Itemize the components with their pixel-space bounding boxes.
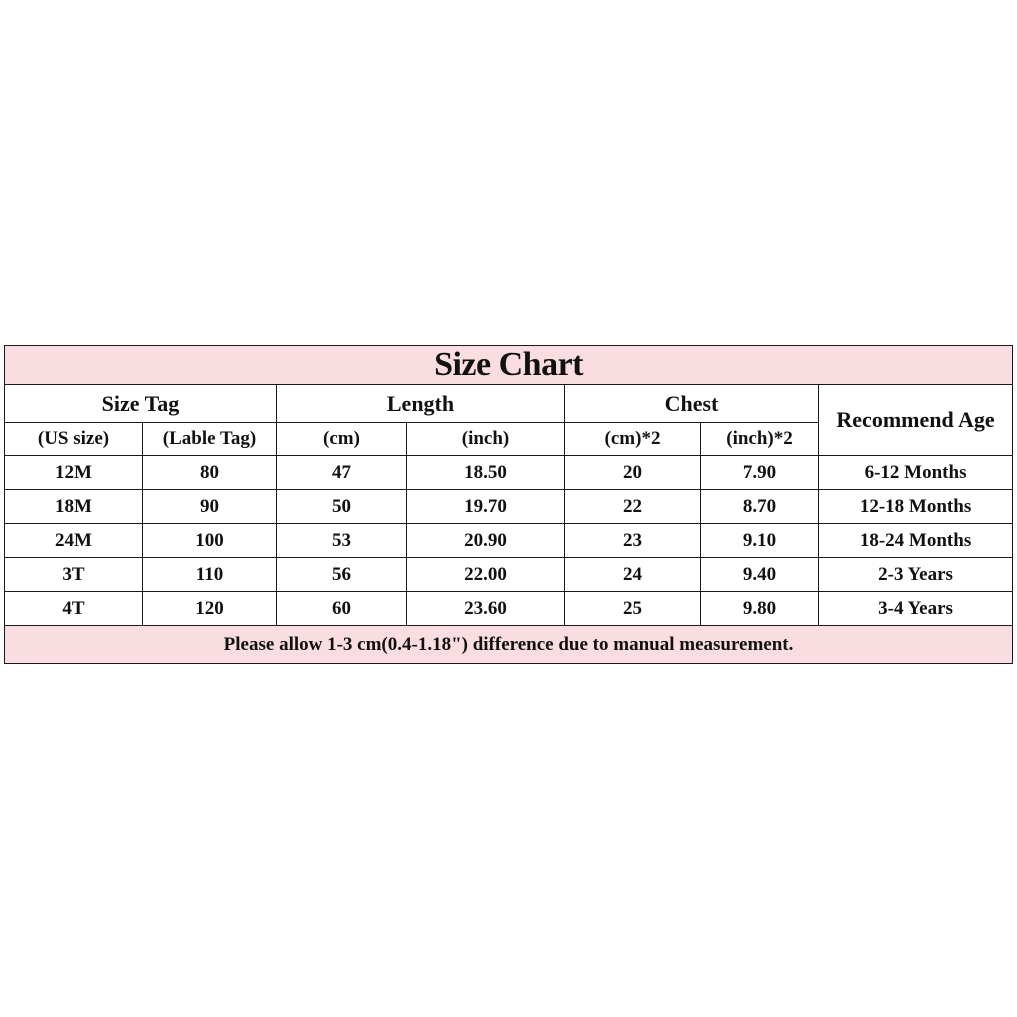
header-size-tag: Size Tag: [5, 385, 277, 423]
table-row: [5, 490, 1013, 524]
cell-recommend-age: 3-4 Years: [819, 592, 1013, 626]
cell-us-size: 4T: [5, 592, 143, 626]
cell-length-inch: 23.60: [407, 592, 565, 626]
cell-chest-cm: 25: [565, 592, 701, 626]
table-row: [5, 456, 1013, 490]
cell-chest-inch: 7.90: [701, 456, 819, 490]
cell-label-tag: 110: [143, 558, 277, 592]
cell-label-tag: 80: [143, 456, 277, 490]
cell-length-cm: 50: [277, 490, 407, 524]
cell-length-cm: 60: [277, 592, 407, 626]
chart-title: Size Chart: [5, 346, 1013, 385]
cell-length-cm: 56: [277, 558, 407, 592]
subheader-chest-inch: (inch)*2: [701, 423, 819, 456]
measurement-note: Please allow 1-3 cm(0.4-1.18") difference due to manual measurement.: [5, 626, 1013, 664]
cell-label-tag: 90: [143, 490, 277, 524]
title-row: [5, 346, 1013, 385]
cell-recommend-age: 12-18 Months: [819, 490, 1013, 524]
cell-chest-inch: 8.70: [701, 490, 819, 524]
cell-recommend-age: 18-24 Months: [819, 524, 1013, 558]
cell-length-inch: 22.00: [407, 558, 565, 592]
cell-chest-cm: 23: [565, 524, 701, 558]
cell-us-size: 24M: [5, 524, 143, 558]
table-row: [5, 558, 1013, 592]
cell-label-tag: 120: [143, 592, 277, 626]
size-chart: [4, 345, 1012, 664]
cell-us-size: 3T: [5, 558, 143, 592]
cell-label-tag: 100: [143, 524, 277, 558]
cell-recommend-age: 2-3 Years: [819, 558, 1013, 592]
cell-length-cm: 53: [277, 524, 407, 558]
cell-chest-inch: 9.40: [701, 558, 819, 592]
cell-us-size: 12M: [5, 456, 143, 490]
table-row: [5, 524, 1013, 558]
subheader-chest-cm: (cm)*2: [565, 423, 701, 456]
cell-chest-inch: 9.10: [701, 524, 819, 558]
cell-length-inch: 20.90: [407, 524, 565, 558]
subheader-us-size: (US size): [5, 423, 143, 456]
group-header-row: [5, 385, 1013, 423]
header-length: Length: [277, 385, 565, 423]
table-row: [5, 592, 1013, 626]
subheader-length-cm: (cm): [277, 423, 407, 456]
cell-length-inch: 19.70: [407, 490, 565, 524]
cell-chest-cm: 24: [565, 558, 701, 592]
header-chest: Chest: [565, 385, 819, 423]
cell-us-size: 18M: [5, 490, 143, 524]
cell-chest-cm: 22: [565, 490, 701, 524]
cell-length-cm: 47: [277, 456, 407, 490]
cell-recommend-age: 6-12 Months: [819, 456, 1013, 490]
subheader-length-inch: (inch): [407, 423, 565, 456]
cell-chest-inch: 9.80: [701, 592, 819, 626]
cell-chest-cm: 20: [565, 456, 701, 490]
header-recommend-age: Recommend Age: [819, 385, 1013, 456]
cell-length-inch: 18.50: [407, 456, 565, 490]
size-chart-table: [4, 345, 1013, 664]
subheader-label-tag: (Lable Tag): [143, 423, 277, 456]
note-row: [5, 626, 1013, 664]
